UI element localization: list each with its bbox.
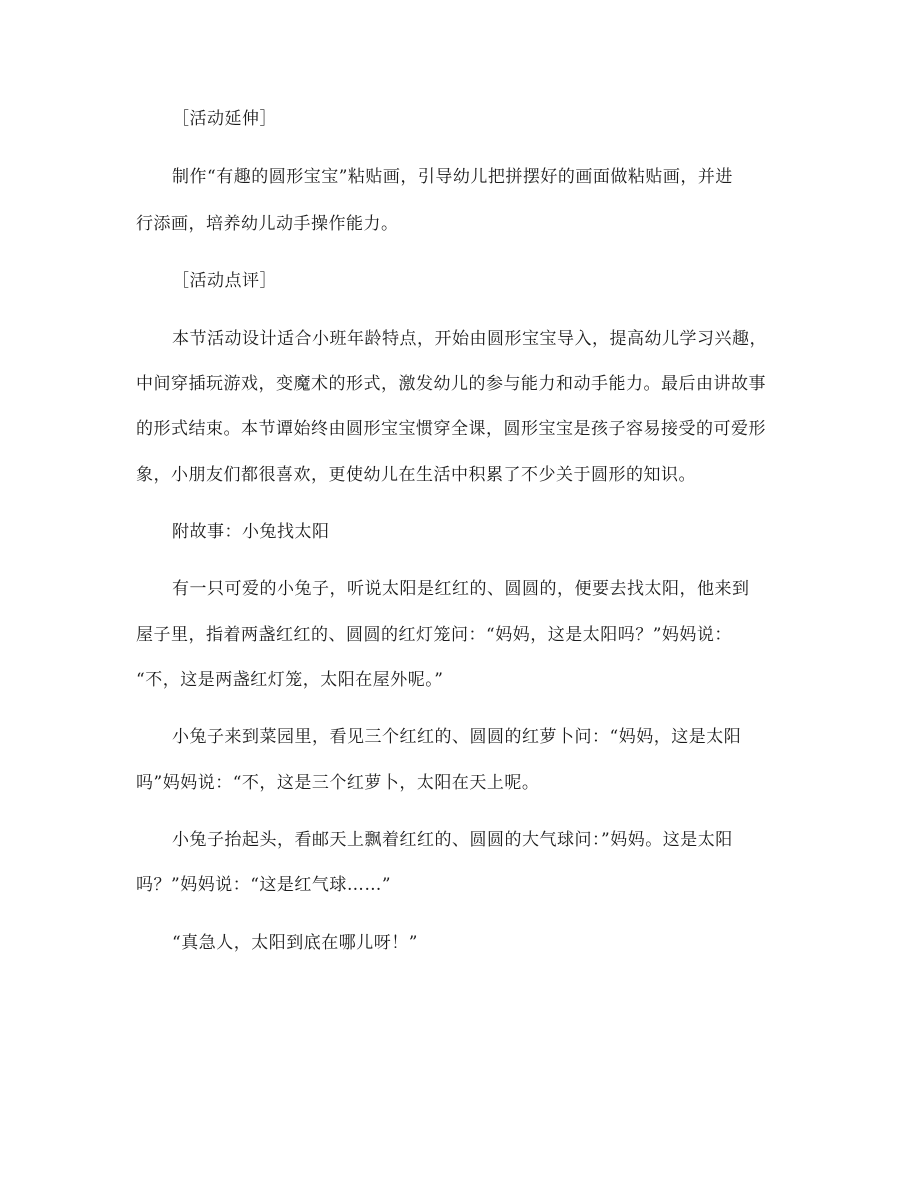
review-text-line: 的形式结束。本节谭始终由圆形宝宝惯穿全课，圆形宝宝是孩子容易接受的可爱形 <box>136 419 766 439</box>
story-paragraph-line: 有一只可爱的小兔子，听说太阳是红红的、圆圆的，便要去找太阳，他来到 <box>172 579 750 599</box>
review-text-line: 象，小朋友们都很喜欢，更使幼儿在生活中积累了不少关于圆形的知识。 <box>136 465 696 485</box>
story-paragraph-line: 小兔子抬起头，看邮天上飘着红红的、圆圆的大气球问：”妈妈。这是太阳 <box>172 830 733 850</box>
extension-text-line: 制作“有趣的圆形宝宝”粘贴画，引导幼儿把拼摆好的画面做粘贴画，并进 <box>172 167 733 187</box>
review-text-line: 中间穿插玩游戏，变魔术的形式，激发幼儿的参与能力和动手能力。最后由讲故事 <box>136 374 766 394</box>
story-title: 附故事：小兔找太阳 <box>172 522 330 542</box>
story-paragraph-line: 吗”妈妈说：“不，这是三个红萝卜，太阳在天上呢。 <box>136 773 540 793</box>
story-paragraph-line: 屋子里，指着两盏红红的、圆圆的红灯笼问：“妈妈，这是太阳吗？”妈妈说： <box>136 625 732 645</box>
story-paragraph-line: 吗？”妈妈说：“这是红气球……” <box>136 875 392 895</box>
review-text-line: 本节活动设计适合小班年龄特点，开始由圆形宝宝导入，提高幼儿学习兴趣， <box>172 329 767 349</box>
extension-text-line: 行添画，培养幼儿动手操作能力。 <box>136 214 399 234</box>
story-paragraph-line: “不，这是两盏红灯笼，太阳在屋外呢。” <box>136 670 444 690</box>
story-paragraph-line: 小兔子来到菜园里，看见三个红红的、圆圆的红萝卜问：“妈妈，这是太阳 <box>172 727 742 747</box>
story-paragraph-line: “真急人，太阳到底在哪儿呀！” <box>172 933 418 953</box>
heading-activity-review: ［活动点评］ <box>172 271 277 291</box>
heading-activity-extension: ［活动延伸］ <box>172 109 277 129</box>
